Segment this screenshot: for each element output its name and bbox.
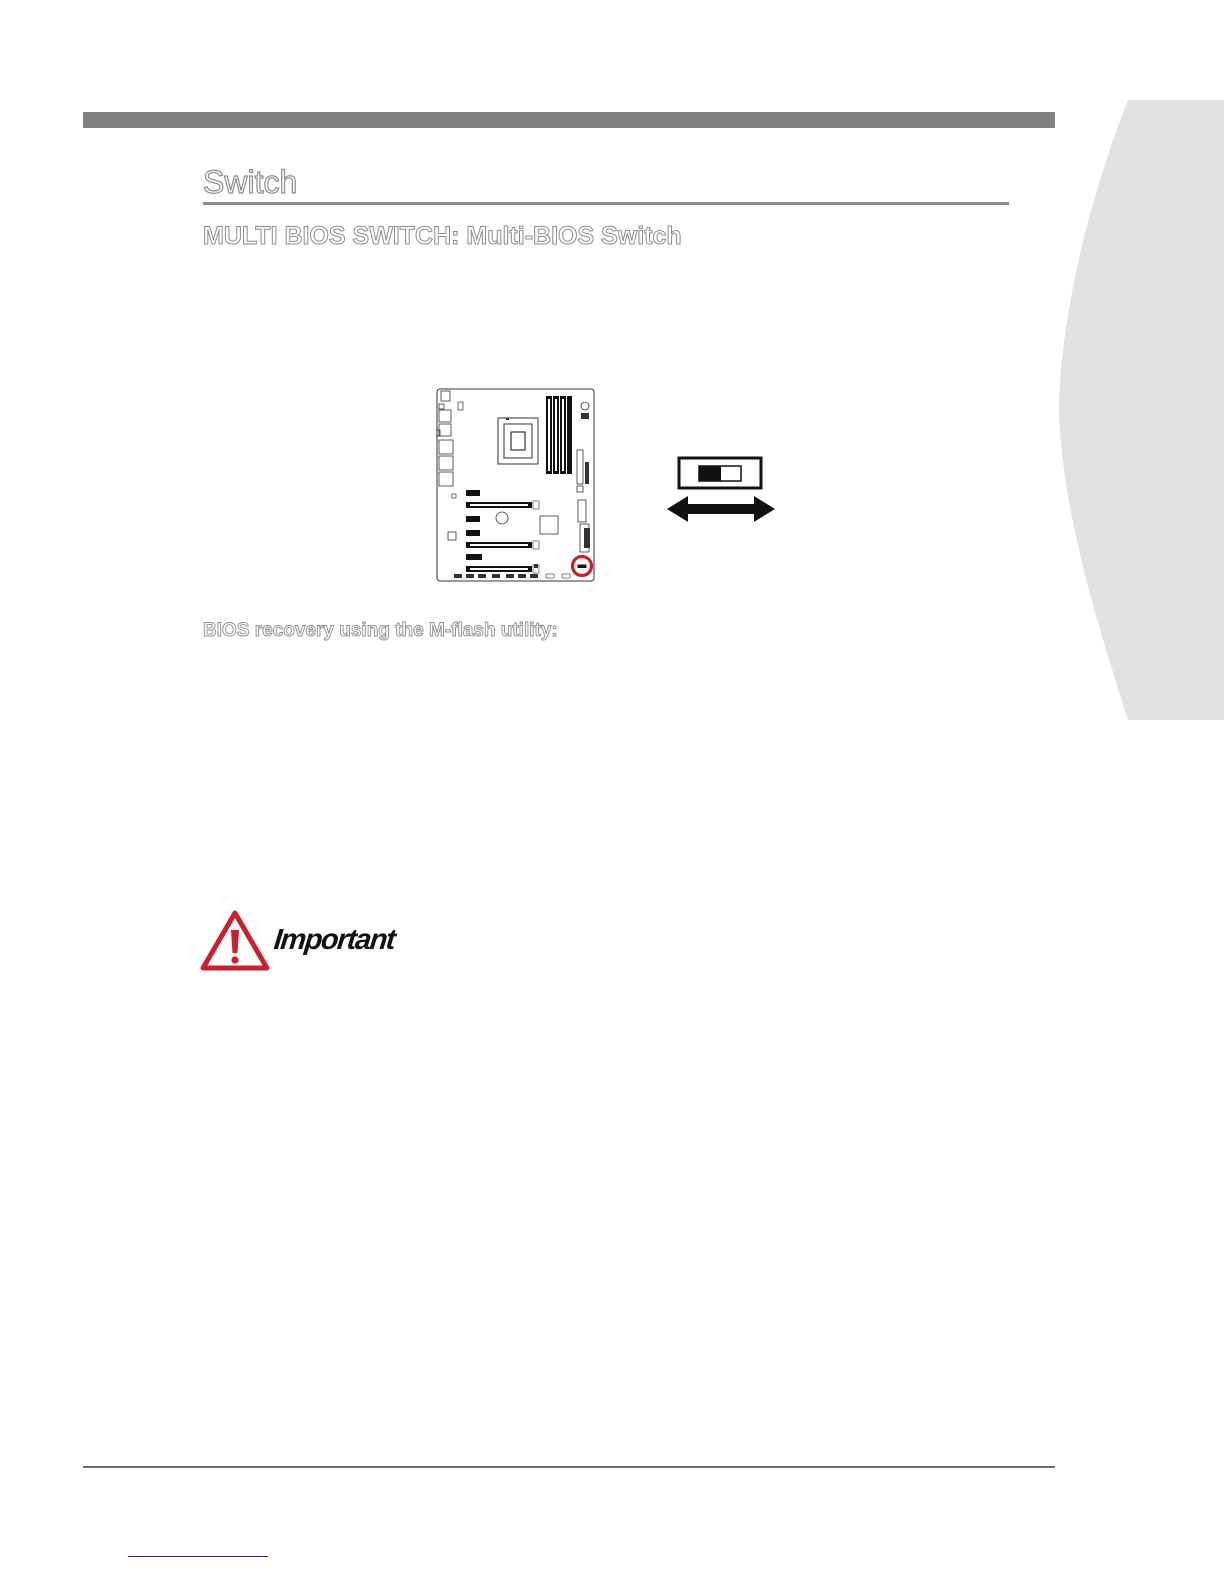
header-bar xyxy=(83,112,1055,128)
recovery-heading: BIOS recovery using the M-flash utility: xyxy=(203,620,558,641)
double-arrow-icon xyxy=(667,496,775,522)
section-title: Switch xyxy=(203,164,298,200)
important-callout xyxy=(200,910,420,974)
side-tab xyxy=(1040,100,1224,720)
footer-link-underline[interactable] xyxy=(128,1556,268,1557)
important-label: Important xyxy=(272,924,396,956)
footer-rule xyxy=(83,1466,1055,1468)
slide-switch-icon xyxy=(664,454,778,524)
title-underline xyxy=(203,202,1009,205)
motherboard-diagram xyxy=(436,388,596,584)
subsection-title: MULTI BIOS SWITCH: Multi-BIOS Switch xyxy=(203,222,682,250)
warning-triangle-icon xyxy=(200,910,270,972)
